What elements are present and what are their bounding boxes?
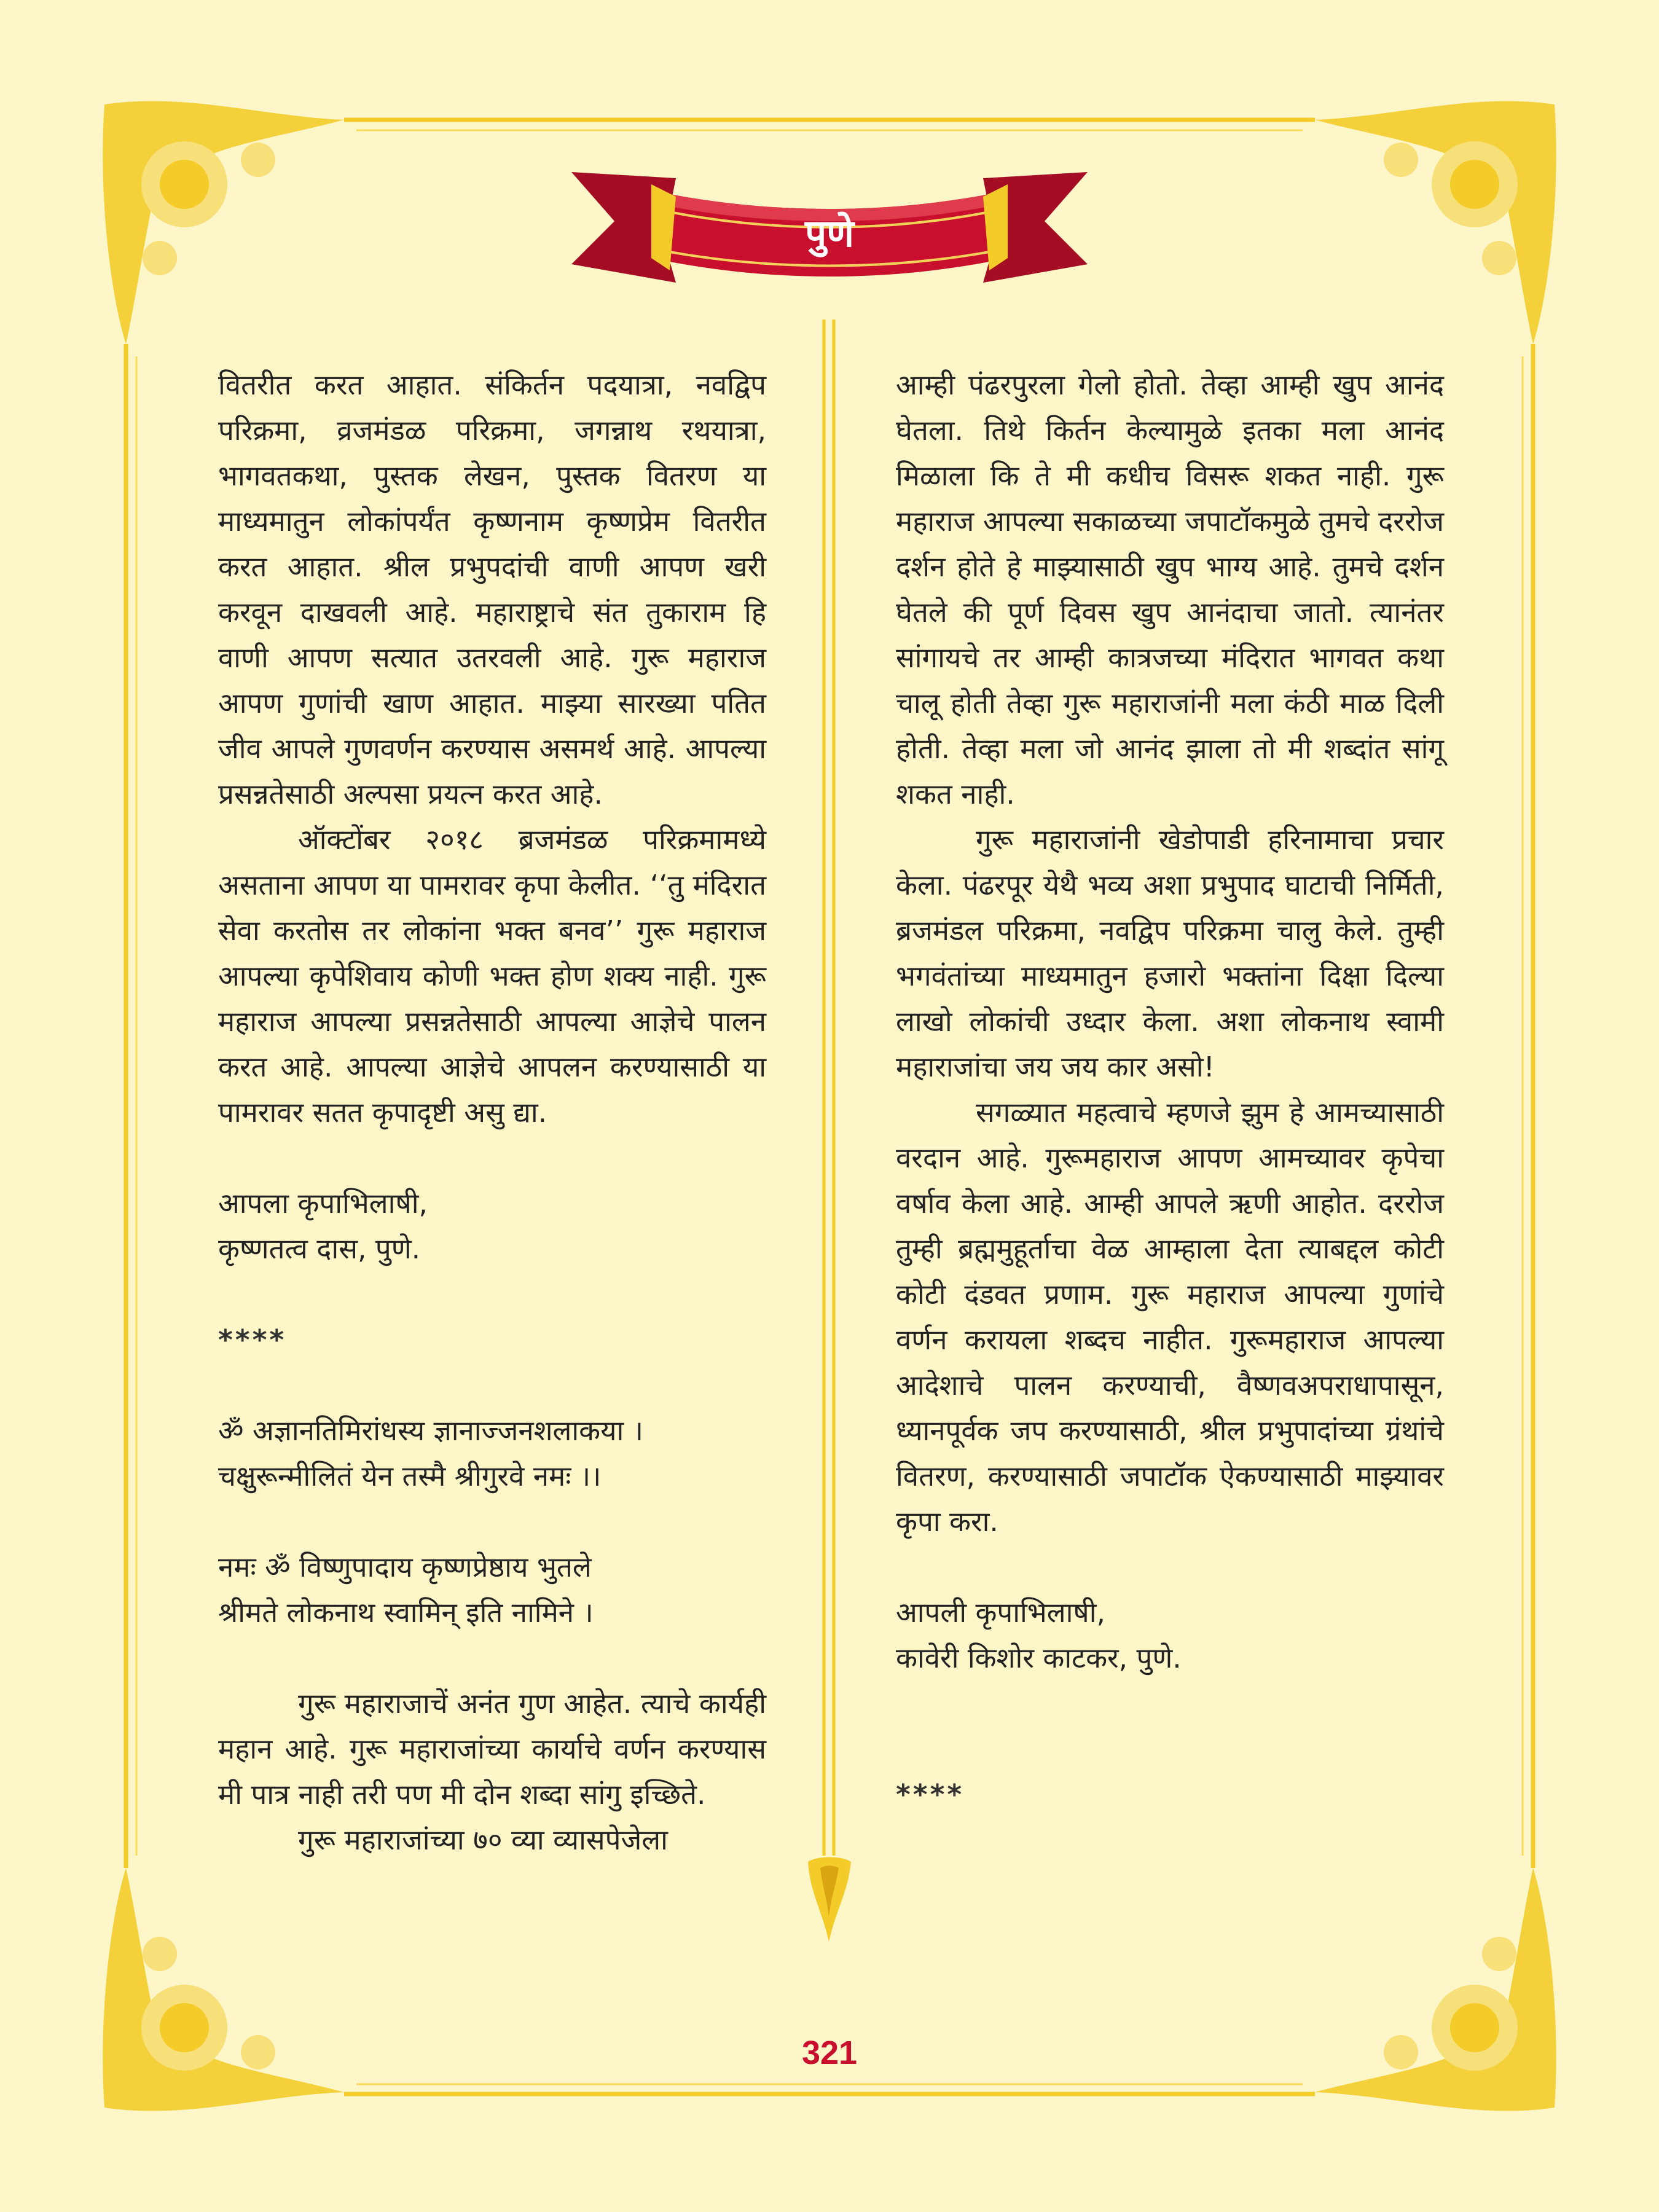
page-number: 321 — [801, 2034, 858, 2071]
paragraph: गुरू महाराजाचें अनंत गुण आहेत. त्याचे कार्यही महान आहे. गुरू महाराजांच्या कार्याचे वर्णन करण्यास मी पात्र नाही तरी पण मी दोन शब्दा सांगु इच्छिते. — [218, 1687, 766, 1811]
paragraph: आम्ही पंढरपुरला गेलो होतो. तेव्हा आम्ही खुप आनंद घेतला. तिथे किर्तन केल्यामुळे इतका मला आनंद मिळाला कि ते मी कधीच विसरू शकत नाही. गुरू महाराज आपल्या सकाळच्या जपाटॉकमुळे तुमचे दररोज दर्शन होते हे माझ्यासाठी खुप भाग्य आहे. तुमचे दर्शन घेतले की पूर्ण दिवस खुप आनंदाचा जातो. त्यानंतर सांगायचे तर आम्ही कात्रजच्या मंदिरात भागवत कथा चालू होती तेव्हा गुरू महाराजांनी मला कंठी माळ दिली होती. तेव्हा मला जो आनंद झाला तो मी शब्दांत सांगू शकत नाही. — [896, 369, 1444, 810]
corner-ornament-bottom-right — [1315, 1868, 1556, 2111]
separator-stars: **** — [218, 1324, 287, 1356]
left-column — [218, 363, 766, 1863]
right-column — [896, 363, 1444, 1818]
signoff-name: कृष्णतत्व दास, पुणे. — [218, 1233, 421, 1265]
corner-ornament-top-right — [1315, 101, 1556, 344]
page-title: पुणे — [804, 211, 855, 256]
signoff-line: आपली कृपाभिलाषी, — [896, 1596, 1105, 1629]
paragraph: वितरीत करत आहात. संकिर्तन पदयात्रा, नवद्विप परिक्रमा, व्रजमंडळ परिक्रमा, जगन्नाथ रथयात्रा, भागवतकथा, पुस्तक लेखन, पुस्तक वितरण या माध्यमातुन लोकांपर्यंत कृष्णनाम कृष्णप्रेम वितरीत करत आहात. श्रील प्रभुपदांची वाणी आपण खरी करवून दाखवली आहे. महाराष्ट्राचे संत तुकाराम हि वाणी आपण सत्यात उतरवली आहे. गुरू महाराज आपण गुणांची खाण आहात. माझ्या सारख्या पतित जीव आपले गुणवर्णन करण्यास असमर्थ आहे. आपल्या प्रसन्नतेसाठी अल्पसा प्रयत्न करत आहे. — [218, 369, 766, 810]
signoff-line: आपला कृपाभिलाषी, — [218, 1187, 428, 1220]
verse-line: ॐ अज्ञानतिमिरांधस्य ज्ञानाज्जनशलाकया । — [218, 1414, 643, 1447]
paragraph: ऑक्टोंबर २०१८ ब्रजमंडळ परिक्रमामध्ये असताना आपण या पामरावर कृपा केलीत. ‘‘तु मंदिरात सेवा करतोस तर लोकांना भक्त बनव’’ गुरू महाराज आपल्या कृपेशिवाय कोणी भक्त होण शक्य नाही. गुरू महाराज आपल्या प्रसन्नतेसाठी आपल्या आज्ञेचे पालन करत आहे. आपल्या आज्ञेचे आपलन करण्यासाठी या पामरावर सतत कृपादृष्टी असु द्या. — [218, 823, 766, 1129]
signoff-name: कावेरी किशोर काटकर, पुणे. — [896, 1642, 1182, 1674]
verse-line: नमः ॐ विष्णुपादाय कृष्णप्रेष्ठाय भुतले — [218, 1551, 592, 1583]
separator-stars: **** — [896, 1778, 965, 1811]
paragraph: सगळ्यात महत्वाचे म्हणजे झुम हे आमच्यासाठी वरदान आहे. गुरूमहाराज आपण आमच्यावर कृपेचा वर्षाव केला आहे. आम्ही आपले ऋणी आहोत. दररोज तुम्ही ब्रह्ममुहूर्ताचा वेळ आम्हाला देता त्याबद्दल कोटी कोटी दंडवत प्रणाम. गुरू महाराज आपल्या गुणांचे वर्णन करायला शब्दच नाहीत. गुरूमहाराज आपल्या आदेशाचे पालन करण्याची, वैष्णवअपराधापासून, ध्यानपूर्वक जप करण्यासाठी, श्रील प्रभुपादांच्या ग्रंथांचे वितरण, करण्यासाठी जपाटॉक ऐकण्यासाठी माझ्यावर कृपा करा. — [896, 1096, 1444, 1538]
verse-line: श्रीमते लोकनाथ स्वामिन् इति नामिने । — [218, 1596, 594, 1629]
column-divider — [808, 320, 851, 1942]
paragraph: गुरू महाराजांच्या ७० व्या व्यासपेजेला — [298, 1824, 668, 1856]
paragraph: गुरू महाराजांनी खेडोपाडी हरिनामाचा प्रचार केला. पंढरपूर येथै भव्य अशा प्रभुपाद घाटाची निर्मिती, ब्रजमंडल परिक्रमा, नवद्विप परिक्रमा चालु केले. तुम्ही भगवंतांच्या माध्यमातुन हजारो भक्तांना दिक्षा दिल्या लाखो लोकांची उध्दार केला. अशा लोकनाथ स्वामी महाराजांचा जय जय कार असो! — [896, 823, 1444, 1083]
corner-ornament-top-left — [103, 101, 344, 344]
verse-line: चक्षुरून्मीलितं येन तस्मै श्रीगुरवे नमः ।। — [218, 1460, 602, 1492]
corner-ornament-bottom-left — [103, 1868, 344, 2111]
